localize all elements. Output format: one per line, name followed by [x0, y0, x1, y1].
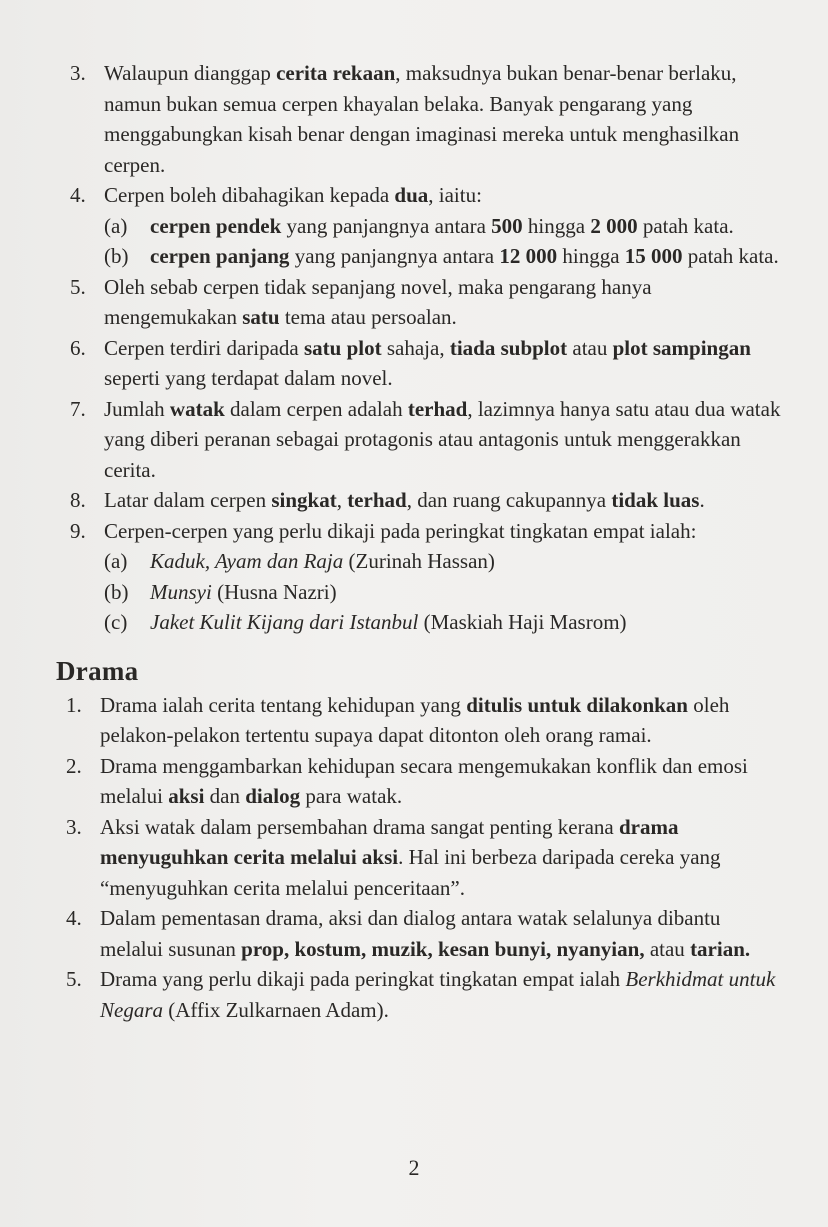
drama-list — [56, 690, 786, 1026]
cerpen-item — [56, 58, 786, 180]
item-number: 8. — [70, 488, 86, 512]
sub-item — [104, 241, 786, 272]
sub-item-label: (b) — [104, 579, 129, 604]
item-text: Walaupun dianggap cerita rekaan, maksudnya bukan benar-benar berlaku, namun bukan semua cerpen khayalan belaka. Banyak pengarang yang menggabungkan kisah benar dengan imaginasi mereka untuk menghasilkan cerpen. — [104, 61, 740, 177]
page-number: 2 — [408, 1155, 420, 1180]
drama-item — [56, 751, 786, 812]
item-text: Cerpen terdiri daripada satu plot sahaja, tiada subplot atau plot sampingan seperti yang terdapat dalam novel. — [104, 335, 751, 390]
drama-heading: Drama — [56, 655, 139, 686]
item-number: 9. — [70, 518, 86, 543]
sub-item-text: Jaket Kulit Kijang dari Istanbul (Maskiah Haji Masrom) — [150, 610, 627, 634]
item-text: Cerpen-cerpen yang perlu dikaji pada peringkat tingkatan empat ialah: — [104, 518, 697, 543]
item-number: 5. — [70, 274, 86, 299]
item-text: Latar dalam cerpen singkat, terhad, dan ruang cakupannya tidak luas. — [104, 488, 705, 512]
sub-list — [104, 211, 786, 272]
cerpen-item — [56, 516, 786, 638]
cerpen-item — [56, 333, 786, 394]
item-text: Oleh sebab cerpen tidak sepanjang novel, maka pengarang hanya mengemukakan satu tema atau persoalan. — [104, 274, 652, 329]
item-number: 6. — [70, 335, 86, 360]
item-number: 7. — [70, 396, 86, 421]
item-number: 2. — [66, 753, 82, 778]
drama-item — [56, 690, 786, 751]
sub-item — [104, 546, 786, 577]
drama-item — [56, 903, 786, 964]
drama-item — [56, 964, 786, 1025]
item-number: 1. — [66, 692, 82, 717]
sub-item-label: (a) — [104, 549, 128, 573]
item-text: Drama yang perlu dikaji pada peringkat tingkatan empat ialah Berkhidmat untuk Negara (Affix Zulkarnaen Adam). — [100, 967, 776, 1022]
cerpen-item — [56, 485, 786, 516]
sub-item-text: cerpen pendek yang panjangnya antara 500 hingga 2 000 patah kata. — [150, 213, 734, 238]
cerpen-list — [56, 58, 786, 638]
item-text: Aksi watak dalam persembahan drama sangat penting kerana drama menyuguhkan cerita melalui aksi. Hal ini berbeza daripada cereka yang “menyuguhkan cerita melalui penceritaan”. — [100, 814, 721, 900]
cerpen-item — [56, 394, 786, 486]
item-number: 5. — [66, 967, 82, 991]
sub-item-text: Kaduk, Ayam dan Raja (Zurinah Hassan) — [150, 549, 495, 573]
item-text: Dalam pementasan drama, aksi dan dialog antara watak selalunya dibantu melalui susunan prop, kostum, muzik, kesan bunyi, nyanyian, atau tarian. — [100, 906, 751, 961]
item-number: 3. — [66, 814, 82, 839]
item-number: 4. — [66, 906, 82, 930]
sub-item-text: cerpen panjang yang panjangnya antara 12 000 hingga 15 000 patah kata. — [150, 244, 779, 268]
sub-item-label: (a) — [104, 213, 128, 238]
sub-item — [104, 577, 786, 608]
sub-list — [104, 546, 786, 638]
sub-item-text: Munsyi (Husna Nazri) — [150, 579, 337, 604]
cerpen-item — [56, 180, 786, 272]
drama-item — [56, 812, 786, 904]
item-text: Jumlah watak dalam cerpen adalah terhad, lazimnya hanya satu atau dua watak yang diberi peranan sebagai protagonis atau antagonis untuk menggerakkan cerita. — [104, 396, 781, 482]
item-text: Drama ialah cerita tentang kehidupan yang ditulis untuk dilakonkan oleh pelakon-pelakon tertentu supaya dapat ditonton oleh orang ramai. — [100, 692, 730, 747]
item-text: Cerpen boleh dibahagikan kepada dua, iaitu: — [104, 183, 482, 207]
page-content — [56, 58, 786, 1025]
sub-item — [104, 211, 786, 242]
sub-item-label: (b) — [104, 244, 129, 268]
sub-item — [104, 607, 786, 638]
item-text: Drama menggambarkan kehidupan secara mengemukakan konflik dan emosi melalui aksi dan dialog para watak. — [100, 753, 748, 808]
sub-item-label: (c) — [104, 610, 128, 634]
item-number: 3. — [70, 61, 86, 85]
cerpen-item — [56, 272, 786, 333]
drama-section — [56, 654, 786, 1026]
item-number: 4. — [70, 183, 86, 207]
